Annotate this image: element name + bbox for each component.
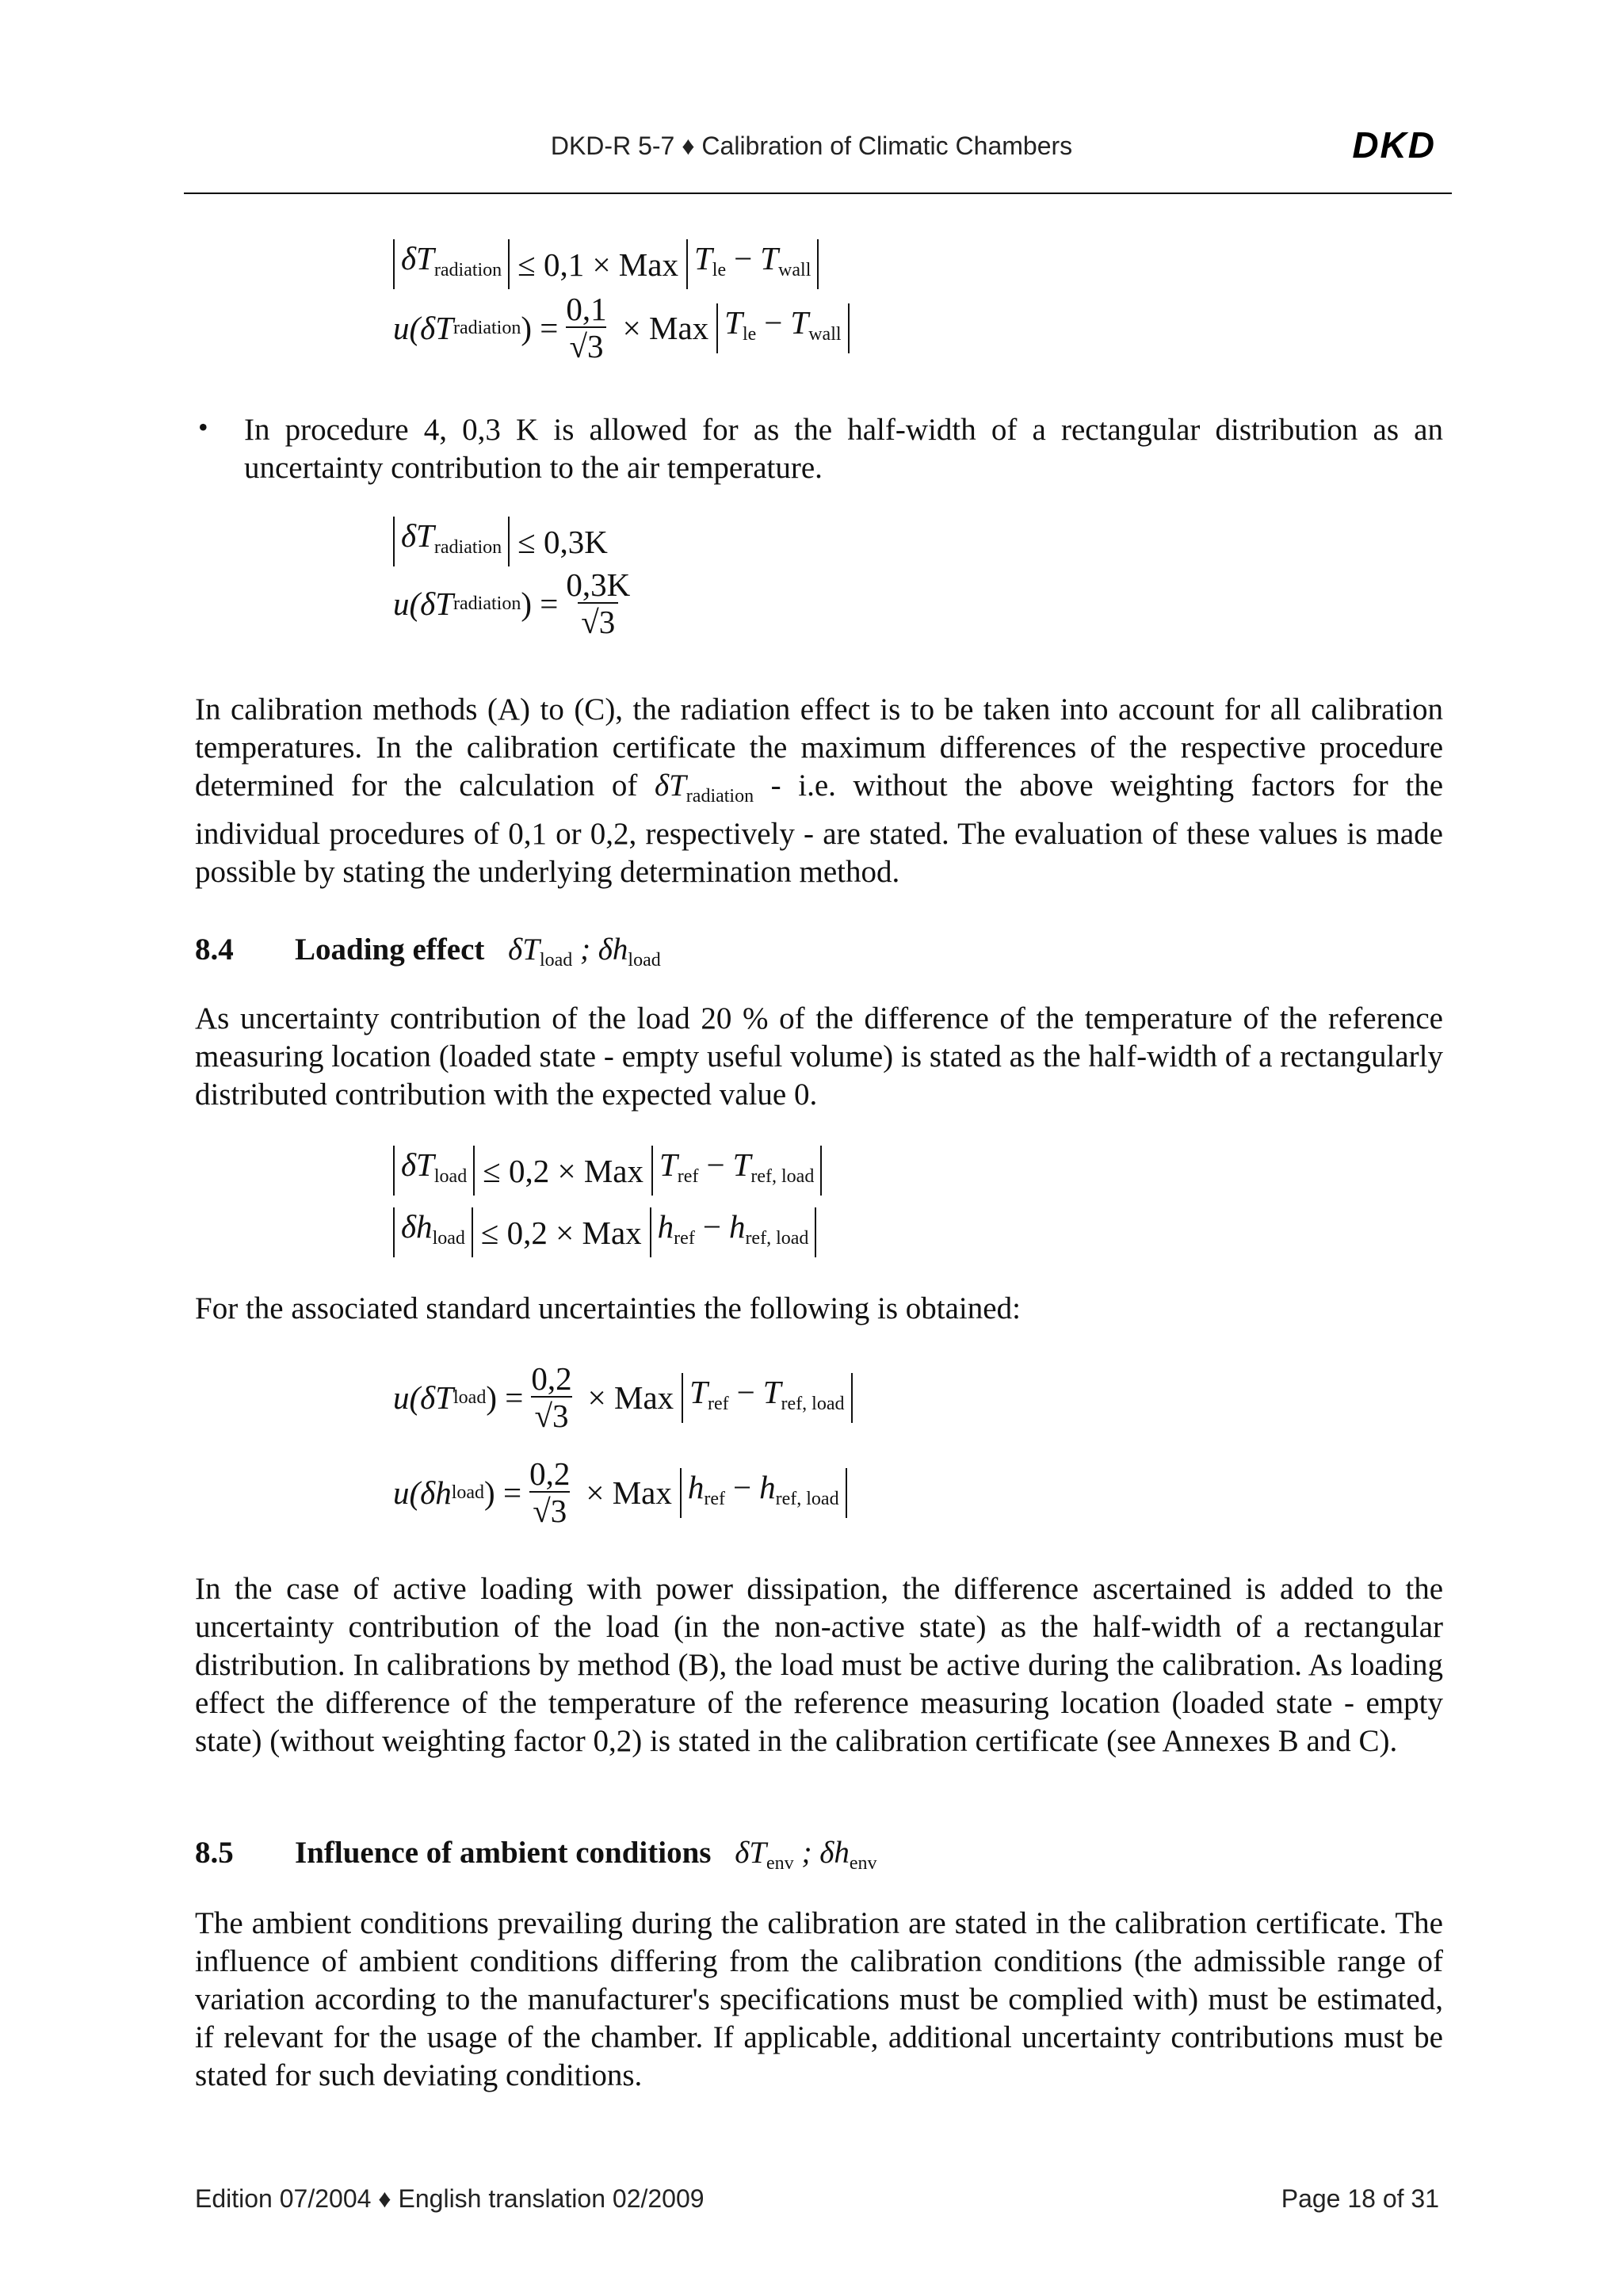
- bullet-mark: •: [198, 411, 208, 443]
- formula-radiation-bound: $\delta T_{radiation}$ ≤ 0,1 × Max $T_{le} - T_{wall}$: [393, 239, 819, 289]
- paragraph-active-loading: In the case of active loading with power dissipation, the difference ascertained is added to the uncertainty contribution of the load (in the non-active state) as the half-width of a rectangular distribution. In calibrations by method (B), the load must be active during the calibration. As loading effect the difference of the temperature of the reference measuring location (loaded state - empty state) (without weighting factor 0,2) is stated in the calibration certificate (see Annexes B and C).: [195, 1572, 1443, 1758]
- paragraph-load-contribution: As uncertainty contribution of the load 20 % of the difference of the temperature of the reference measuring location (loaded state - empty useful volume) is stated as the half-width of a rectangularly distributed contribution with the expected value 0.: [195, 1001, 1443, 1112]
- formula-load-temp-uncertainty: u(δT load ) = $\frac{0,2}{√3}$ × Max $T_{ref} - T_{ref, load}$: [393, 1361, 853, 1434]
- footer-page-number: Page 18 of 31: [1281, 2184, 1439, 2213]
- formula-load-humidity-uncertainty: u(δh load ) = $\frac{0,2}{√3}$ × Max $h_{ref} - h_{ref, load}$: [393, 1456, 847, 1529]
- section-heading-8-4: 8.4 Loading effect $\delta T_{load}$ ; $\delta h_{load}$: [195, 933, 661, 971]
- bullet-text: In procedure 4, 0,3 K is allowed for as the half-width of a rectangular distribution as an uncertainty contribution to the air temperature.: [244, 413, 1443, 485]
- formula-radiation-bound-proc4: $\delta T_{radiation}$ ≤ 0,3K: [393, 517, 616, 566]
- formula-load-humidity-bound: $\delta h_{load}$ ≤ 0,2 × Max $h_{ref} - h_{ref, load}$: [393, 1207, 816, 1257]
- formula-radiation-uncertainty: u(δT radiation ) = $\frac{0,1}{√3}$ × Max $T_{le} - T_{wall}$: [393, 292, 850, 364]
- section-heading-8-5: 8.5 Influence of ambient conditions $\delta T_{env}$ ; $\delta h_{env}$: [195, 1836, 877, 1874]
- header-divider: [184, 193, 1452, 194]
- dkd-logo: DKD: [1352, 124, 1436, 166]
- header-title: DKD-R 5-7 ♦ Calibration of Climatic Chambers: [550, 132, 1073, 160]
- formula-radiation-uncertainty-proc4: u(δT radiation ) = $\frac{0,3K}{√3}$: [393, 566, 631, 640]
- paragraph-ambient-conditions: The ambient conditions prevailing during the calibration are stated in the calibration certificate. The influence of ambient conditions differing from the calibration conditions (the admissible range of variation according to the manufacturer's specifications must be complied with) must be estimated, if relevant for the usage of the chamber. If applicable, additional uncertainty contributions must be stated for such deviating conditions.: [195, 1906, 1443, 2092]
- footer-edition: Edition 07/2004 ♦ English translation 02/2009: [195, 2184, 705, 2213]
- paragraph-radiation: In calibration methods (A) to (C), the radiation effect is to be taken into account for all calibration temperatures. In the calibration certificate the maximum differences of the respective procedure determined for the calculation of $\delta T_{radiation} - i.e$. without the above weighting factors for the individual procedures of 0,1 or 0,2, respectively - are stated. The evaluation of these values is made possible by stating the underlying determination method.: [195, 692, 1443, 889]
- paragraph-standard-uncertainties: For the associated standard uncertainties the following is obtained:: [195, 1291, 1021, 1325]
- formula-load-temp-bound: $\delta T_{load}$ ≤ 0,2 × Max $T_{ref} - T_{ref, load}$: [393, 1146, 822, 1196]
